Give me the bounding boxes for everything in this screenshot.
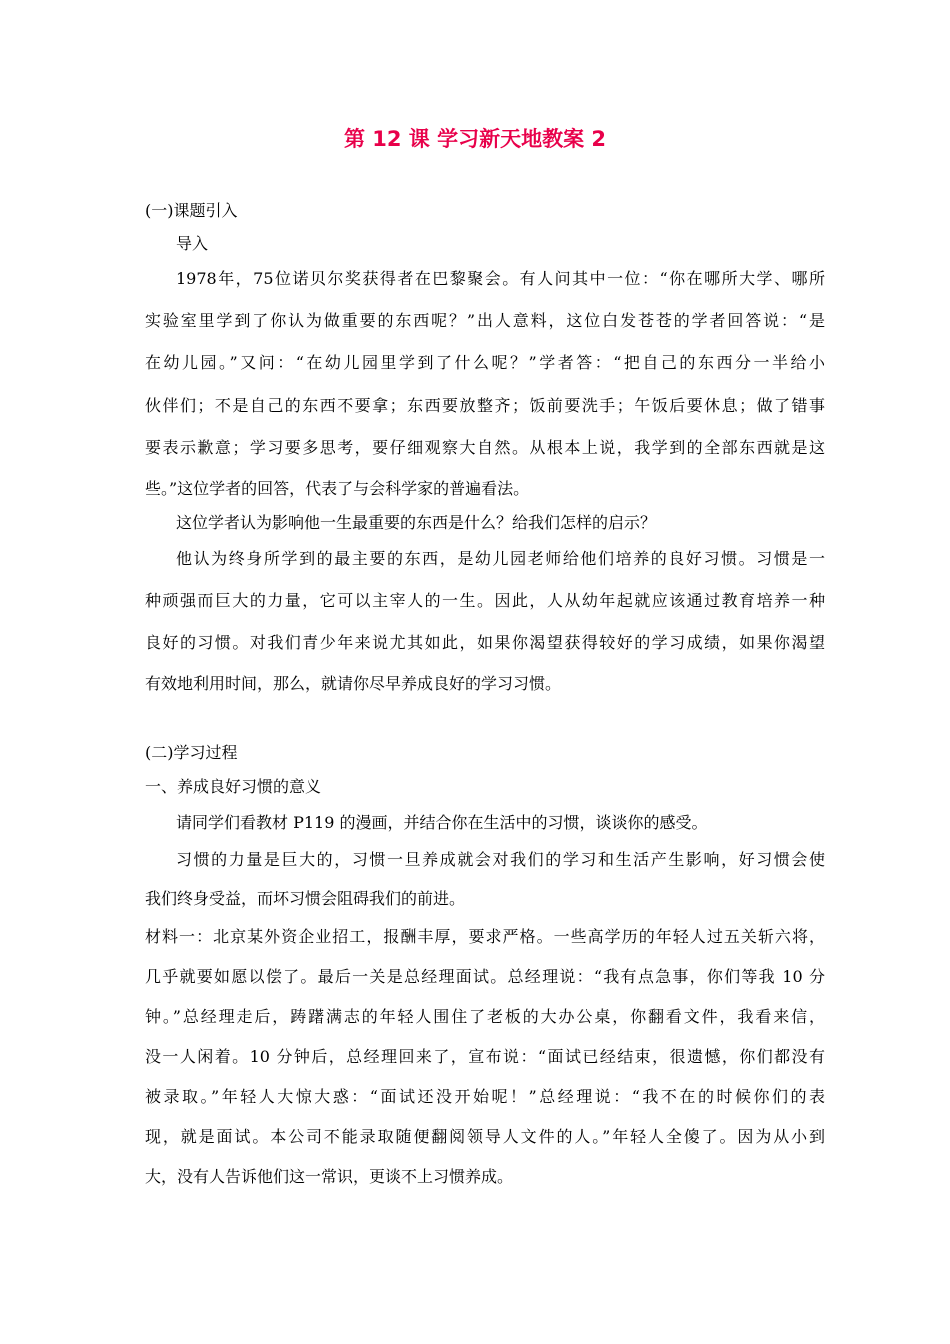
- subheading-lead-in: 导入: [176, 234, 209, 253]
- paragraph-line: 伙伴们；不是自己的东西不要拿；东西要放整齐；饭前要洗手；午饭后要休息；做了错事: [145, 396, 825, 415]
- material-line: 被录取。”年轻人大惊大惑：“面试还没开始呢！”总经理说：“我不在的时候你们的表: [145, 1087, 825, 1106]
- question-line: 这位学者认为影响他一生最重要的东西是什么？给我们怎样的启示？: [176, 513, 657, 532]
- paragraph-line: 要表示歉意；学习要多思考，要仔细观察大自然。从根本上说，我学到的全部东西就是这: [145, 438, 825, 457]
- paragraph-line: 我们终身受益，而坏习惯会阻碍我们的前进。: [145, 889, 466, 908]
- paragraph-line: 1978年，75位诺贝尔奖获得者在巴黎聚会。有人问其中一位：“你在哪所大学、哪所: [176, 269, 825, 288]
- section-heading-intro: (一)课题引入: [145, 201, 238, 220]
- subheading-meaning: 一、养成良好习惯的意义: [145, 777, 322, 796]
- paragraph-line: 良好的习惯。对我们青少年来说尤其如此，如果你渴望获得较好的学习成绩，如果你渴望: [145, 633, 825, 652]
- material-line: 没一人闲着。10 分钟后，总经理回来了，宣布说：“面试已经结束，很遗憾，你们都没有: [145, 1047, 825, 1066]
- paragraph-line: 在幼儿园。”又问：“在幼儿园里学到了什么呢？”学者答：“把自己的东西分一半给小: [145, 353, 825, 372]
- instruction-line: 请同学们看教材 P119 的漫画，并结合你在生活中的习惯，谈谈你的感受。: [176, 813, 708, 832]
- paragraph-line: 些。”这位学者的回答，代表了与会科学家的普遍看法。: [145, 479, 530, 498]
- material-line: 大，没有人告诉他们这一常识，更谈不上习惯养成。: [145, 1167, 514, 1186]
- section-heading-process: (二)学习过程: [145, 743, 238, 762]
- material-line: 几乎就要如愿以偿了。最后一关是总经理面试。总经理说：“我有点急事，你们等我 10 分: [145, 967, 825, 986]
- paragraph-line: 习惯的力量是巨大的，习惯一旦养成就会对我们的学习和生活产生影响，好习惯会使: [176, 850, 825, 869]
- paragraph-line: 有效地利用时间，那么，就请你尽早养成良好的学习习惯。: [145, 674, 562, 693]
- paragraph-line: 种顽强而巨大的力量，它可以主宰人的一生。因此，人从幼年起就应该通过教育培养一种: [145, 591, 825, 610]
- paragraph-line: 实验室里学到了你认为做重要的东西呢？”出人意料，这位白发苍苍的学者回答说：“是: [145, 311, 825, 330]
- material-line: 现，就是面试。本公司不能录取随便翻阅领导人文件的人。”年轻人全傻了。因为从小到: [145, 1127, 825, 1146]
- material-line: 材料一：北京某外资企业招工，报酬丰厚，要求严格。一些高学历的年轻人过五关斩六将，: [145, 927, 825, 946]
- material-line: 钟。”总经理走后，踌躇满志的年轻人围住了老板的大办公桌，你翻看文件，我看来信，: [145, 1007, 825, 1026]
- paragraph-line: 他认为终身所学到的最主要的东西，是幼儿园老师给他们培养的良好习惯。习惯是一: [176, 549, 825, 568]
- document-title: 第 12 课 学习新天地教案 2: [343, 127, 607, 151]
